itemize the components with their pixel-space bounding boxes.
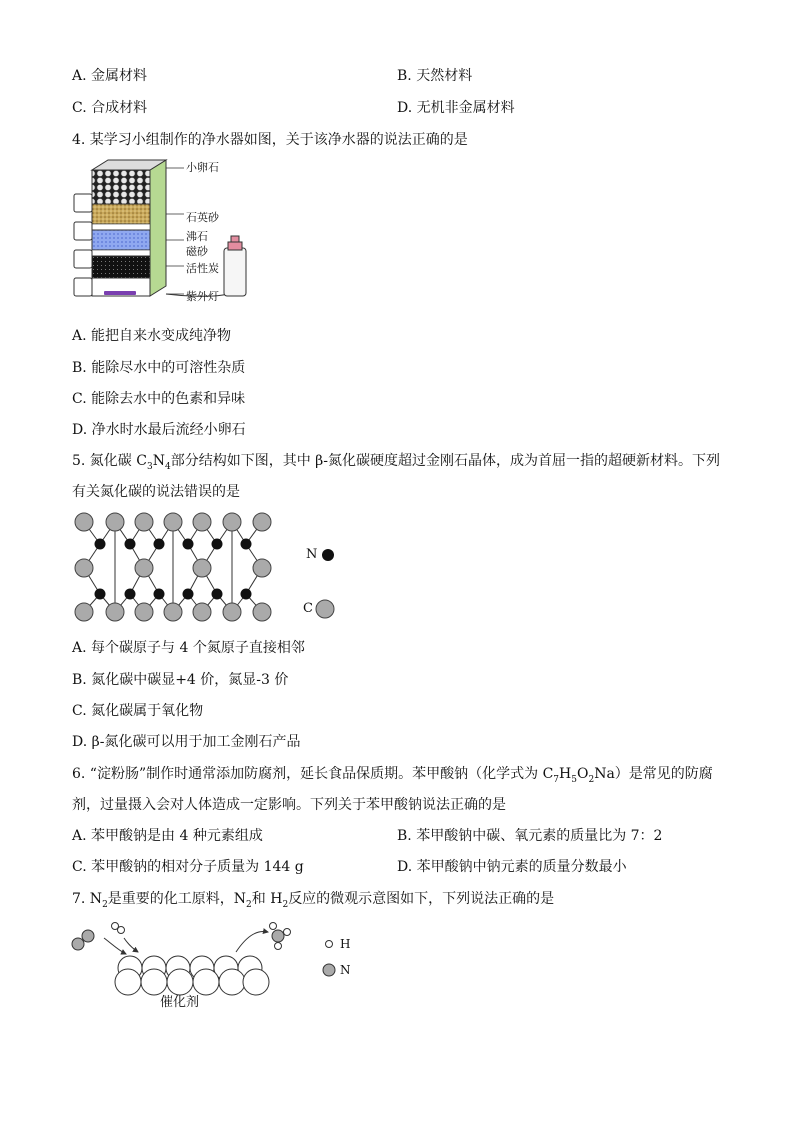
q3-option-a: A. 金属材料	[72, 68, 148, 84]
carbon-atom	[223, 513, 241, 531]
q3-option-b: B. 天然材料	[397, 68, 473, 84]
carbon-atom	[135, 559, 153, 577]
carbon-atom	[223, 603, 241, 621]
carbon-atom	[164, 513, 182, 531]
nitrogen-atom	[95, 589, 106, 600]
nitrogen-atom	[125, 589, 136, 600]
h2-atom-2	[118, 927, 125, 934]
carbon-atom	[253, 559, 271, 577]
carbon-atom	[193, 559, 211, 577]
carbon-atom	[253, 603, 271, 621]
nitrogen-atom	[183, 589, 194, 600]
legend-n-label-q7: N	[340, 963, 351, 977]
legend-n-icon	[323, 964, 335, 976]
nh3-n-atom	[272, 930, 284, 942]
carbon-atom	[106, 603, 124, 621]
q3-option-c: C. 合成材料	[72, 100, 148, 116]
quartz-sand-layer	[92, 204, 150, 224]
label-quartz-sand: 石英砂	[186, 211, 219, 224]
q4-stem: 4. 某学习小组制作的净水器如图，关于该净水器的说法正确的是	[72, 132, 468, 148]
legend-c-icon	[316, 600, 334, 618]
q6-option-a: A. 苯甲酸钠是由 4 种元素组成	[72, 828, 263, 844]
n2-atom-2	[82, 930, 94, 942]
nitrogen-atom	[154, 589, 165, 600]
q5-stem-line1: 5. 氮化碳 $C_3N_4$部分结构如下图，其中 β-氮化碳硬度超过金刚石晶体，成为首屈一指的超硬新材料。下列	[72, 453, 720, 472]
bottle	[224, 248, 246, 296]
nitrogen-atom	[212, 539, 223, 550]
n2-atom-1	[72, 938, 84, 950]
label-magnetic-sand: 磁砂	[186, 245, 208, 258]
legend-n-icon	[322, 549, 334, 561]
nitrogen-atom	[154, 539, 165, 550]
legend-n-label: N	[306, 547, 318, 562]
carbon-nitride-structure-figure	[70, 508, 346, 628]
zeolite-layer	[92, 230, 150, 250]
carbon-atom	[135, 513, 153, 531]
carbon-atom	[75, 513, 93, 531]
q5-option-a: A. 每个碳原子与 4 个氮原子直接相邻	[72, 640, 305, 656]
label-activated-carbon: 活性炭	[186, 262, 219, 275]
label-uv-lamp: 紫外灯	[186, 290, 219, 303]
uv-lamp	[104, 291, 136, 295]
carbon-atom	[135, 603, 153, 621]
q6-stem-line1: 6. “淀粉肠”制作时通常添加防腐剂，延长食品保质期。苯甲酸钠（化学式为 $C_7H_5O_2Na$）是常见的防腐	[72, 766, 713, 785]
q6-option-d: D. 苯甲酸钠中钠元素的质量分数最小	[397, 859, 627, 875]
carbon-atom	[253, 513, 271, 531]
q6-option-b: B. 苯甲酸钠中碳、氧元素的质量比为 7：2	[397, 828, 663, 844]
carbon-atom	[106, 513, 124, 531]
q6-option-c: C. 苯甲酸钠的相对分子质量为 144 g	[72, 859, 304, 875]
legend-h-label: H	[340, 937, 351, 951]
carbon-atom	[75, 603, 93, 621]
carbon-atom	[193, 603, 211, 621]
carbon-atom	[164, 603, 182, 621]
carbon-atom	[193, 513, 211, 531]
label-zeolite: 沸石	[186, 230, 208, 243]
pebble-layer	[92, 170, 150, 204]
water-purifier-figure	[72, 156, 262, 312]
nitrogen-atom	[183, 539, 194, 550]
nitrogen-atom	[95, 539, 106, 550]
q4-option-c: C. 能除去水中的色素和异味	[72, 391, 246, 407]
ammonia-synthesis-figure	[68, 918, 368, 1014]
q4-option-d: D. 净水时水最后流经小卵石	[72, 422, 246, 438]
q5-option-d: D. β-氮化碳可以用于加工金刚石产品	[72, 734, 301, 750]
carbon-atom	[75, 559, 93, 577]
q3-option-d: D. 无机非金属材料	[397, 100, 515, 116]
nitrogen-atom	[241, 589, 252, 600]
q5-stem-line2: 有关氮化碳的说法错误的是	[72, 484, 240, 500]
q5-option-c: C. 氮化碳属于氧化物	[72, 703, 204, 719]
legend-h-icon	[326, 941, 333, 948]
label-pebbles: 小卵石	[186, 161, 219, 174]
catalyst-label: 催化剂	[160, 995, 200, 1010]
activated-carbon-layer	[92, 256, 150, 278]
q4-option-b: B. 能除尽水中的可溶性杂质	[72, 360, 246, 376]
q5-option-b: B. 氮化碳中碳显+4 价，氮显-3 价	[72, 672, 289, 688]
nitrogen-atom	[241, 539, 252, 550]
q4-option-a: A. 能把自来水变成纯净物	[72, 328, 232, 344]
nitrogen-atom	[125, 539, 136, 550]
q7-stem: 7. $N_2$是重要的化工原料，$N_2$和 $H_2$反应的微观示意图如下，下列说法正确的是	[72, 891, 555, 910]
legend-c-label: C	[303, 601, 313, 616]
q6-stem-line2: 剂，过量摄入会对人体造成一定影响。下列关于苯甲酸钠说法正确的是	[72, 797, 506, 813]
nitrogen-atom	[212, 589, 223, 600]
